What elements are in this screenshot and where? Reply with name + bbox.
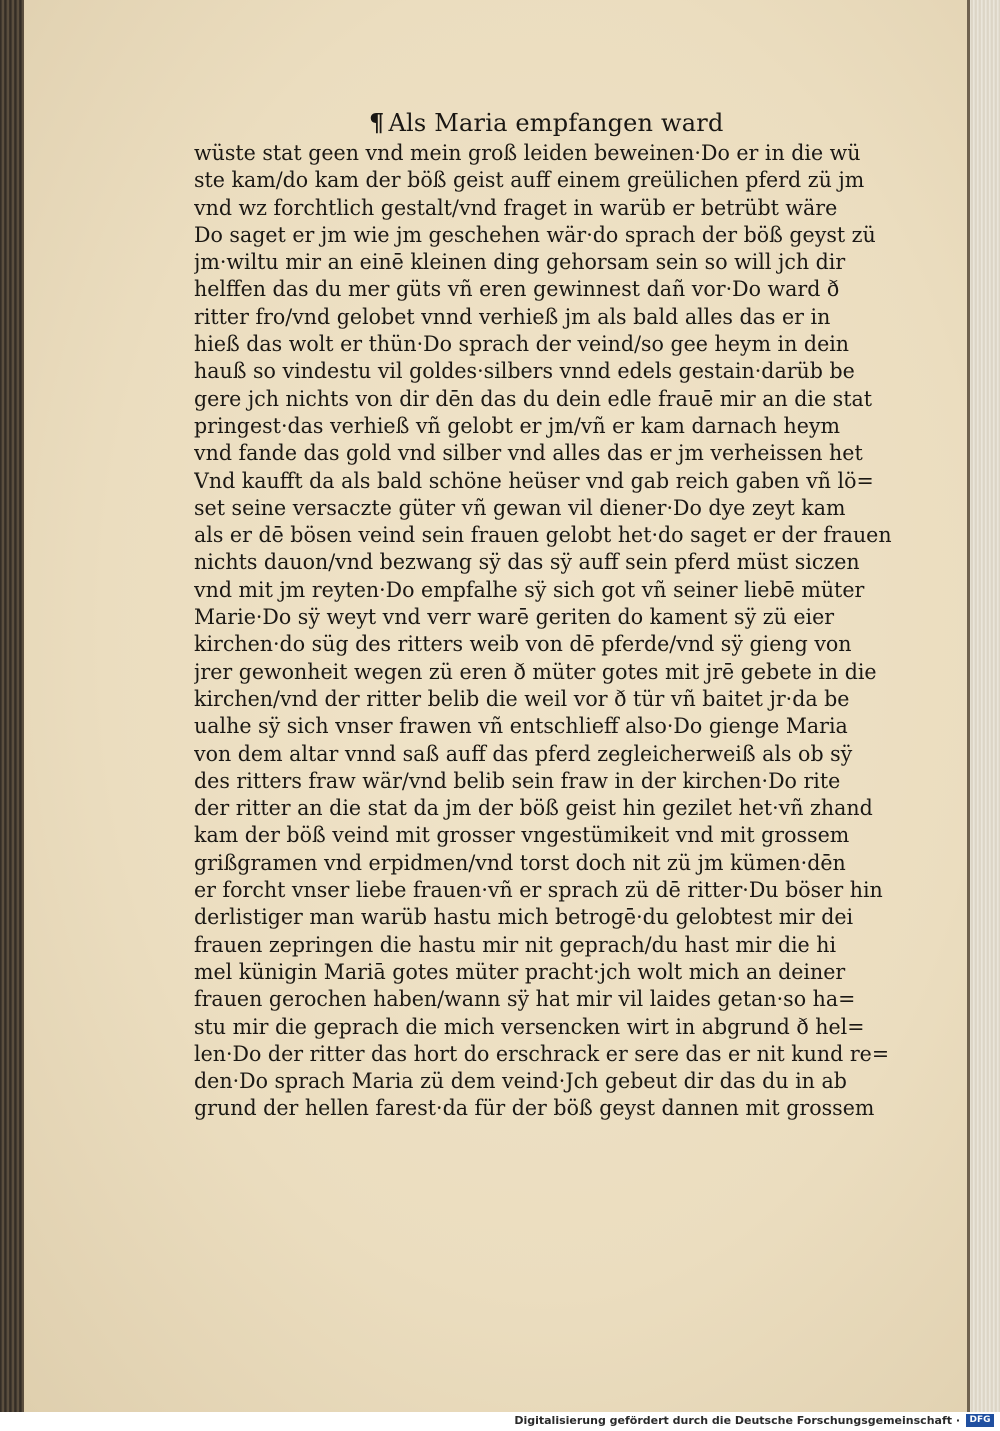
text-line: derlistiger man warüb hastu mich betrogē·du gelobtest mir dei: [194, 905, 854, 930]
dfg-logo: DFG: [966, 1414, 994, 1427]
text-line: len·Do der ritter das hort do erschrack er sere das er nit kund re=: [194, 1041, 890, 1066]
text-line: kirchen·do süg des ritters weib von dē pferde/vnd sÿ gieng von: [194, 632, 852, 657]
book-right-leaves: [967, 0, 1000, 1412]
text-line: des ritters fraw wär/vnd belib sein fraw in der kirchen·Do rite: [194, 768, 841, 793]
page-header: [369, 108, 769, 137]
text-line: ualhe sÿ sich vnser frawen vñ entschlieff also·Do gienge Maria: [194, 714, 848, 739]
text-line: ritter fro/vnd gelobet vnnd verhieß jm als bald alles das er in: [194, 304, 831, 329]
funding-credit: Digitalisierung gefördert durch die Deutsche Forschungsgemeinschaft ·: [514, 1414, 960, 1427]
text-line: als er dē bösen veind sein frauen gelobt het·do saget er der frauen: [194, 523, 892, 548]
text-line: frauen gerochen haben/wann sÿ hat mir vil laides getan·so ha=: [194, 987, 856, 1012]
text-line: der ritter an die stat da jm der böß geist hin gezilet het·vñ zhand: [194, 796, 873, 821]
footer-bar: [0, 1412, 1000, 1431]
text-line: frauen zepringen die hastu mir nit geprach/du hast mir die hi: [194, 932, 837, 957]
text-line: jrer gewonheit wegen zü eren ð müter gotes mit jrē gebete in die: [194, 659, 877, 684]
text-line: Vnd kaufft da als bald schöne heüser vnd gab reich gaben vñ lö=: [194, 468, 874, 493]
text-line: grund der hellen farest·da für der böß geyst dannen mit grossem: [194, 1096, 875, 1121]
text-line: ste kam/do kam der böß geist auff einem greülichen pferd zü jm: [194, 168, 865, 193]
body-text-block: [194, 140, 914, 1123]
text-line: hieß das wolt er thün·Do sprach der veind/so gee heym in dein: [194, 332, 850, 357]
header-title: Als Maria empfangen ward: [388, 109, 724, 137]
text-line: den·Do sprach Maria zü dem veind·Jch gebeut dir das du in ab: [194, 1069, 847, 1094]
text-line: vnd wz forchtlich gestalt/vnd fraget in warüb er betrübt wäre: [194, 195, 838, 220]
text-line: vnd fande das gold vnd silber vnd alles das er jm verheissen het: [194, 441, 863, 466]
book-page: [24, 0, 970, 1412]
text-line: jm·wiltu mir an einē kleinen ding gehorsam sein so will jch dir: [194, 250, 846, 275]
text-line: helffen das du mer güts vñ eren gewinnest dañ vor·Do ward ð: [194, 277, 840, 302]
text-line: kirchen/vnd der ritter belib die weil vor ð tür vñ baitet jr·da be: [194, 686, 850, 711]
text-line: mel künigin Mariā gotes müter pracht·jch wolt mich an deiner: [194, 959, 846, 984]
text-line: Marie·Do sÿ weyt vnd verr warē geriten do kament sÿ zü eier: [194, 605, 835, 630]
text-line: gere jch nichts von dir dēn das du dein edle frauē mir an die stat: [194, 386, 873, 411]
text-line: hauß so vindestu vil goldes·silbers vnnd edels gestain·darüb be: [194, 359, 855, 384]
text-line: stu mir die geprach die mich versencken wirt in abgrund ð hel=: [194, 1014, 865, 1039]
text-line: nichts dauon/vnd bezwang sÿ das sÿ auff sein pferd müst siczen: [194, 550, 860, 575]
text-line: set seine versaczte güter vñ gewan vil diener·Do dye zeyt kam: [194, 495, 846, 520]
text-line: von dem altar vnnd saß auff das pferd zegleicherweiß als ob sÿ: [194, 741, 853, 766]
text-line: grißgramen vnd erpidmen/vnd torst doch nit zü jm kümen·dēn: [194, 850, 846, 875]
text-line: pringest·das verhieß vñ gelobt er jm/vñ er kam darnach heym: [194, 413, 841, 438]
text-line: Do saget er jm wie jm geschehen wär·do sprach der böß geyst zü: [194, 222, 876, 247]
text-line: wüste stat geen vnd mein groß leiden beweinen·Do er in die wü: [194, 141, 861, 165]
book-left-edge: [0, 0, 24, 1412]
text-line: kam der böß veind mit grosser vngestümikeit vnd mit grossem: [194, 823, 850, 848]
text-line: vnd mit jm reyten·Do empfalhe sÿ sich got vñ seiner liebē müter: [194, 577, 865, 602]
text-line: er forcht vnser liebe frauen·vñ er sprach zü dē ritter·Du böser hin: [194, 878, 883, 903]
pilcrow-mark: ¶: [369, 108, 385, 137]
